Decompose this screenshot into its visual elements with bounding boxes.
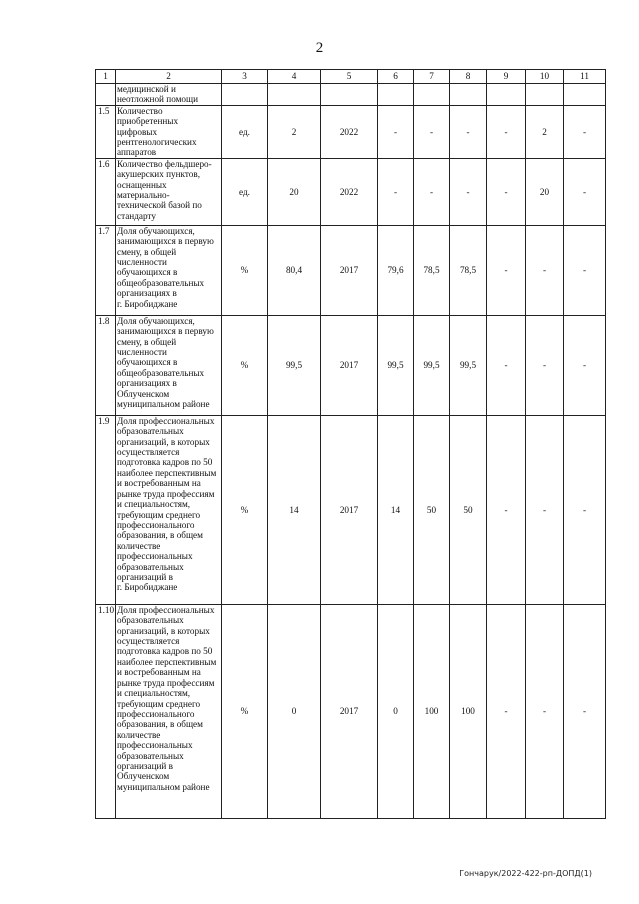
value-cell: - — [487, 158, 526, 225]
value-cell: 99,5 — [414, 315, 450, 415]
value-cell: - — [487, 415, 526, 604]
value-cell: - — [450, 158, 487, 225]
base-year-cell: 2017 — [321, 604, 378, 818]
base-value-cell: 80,4 — [268, 225, 321, 315]
unit-cell: % — [222, 225, 268, 315]
value-cell — [450, 84, 487, 106]
column-header: 10 — [526, 70, 564, 84]
indicator-name: Доля профессиональных образовательных организаций, в которых осуществляется подготовка кадров по 50 наиболее перспективным и востребованным на рынке труда профессиям и специальностям, требующим среднего профессионального образования, в общем количестве профессиональных образовательных организаций в г. Биробиджане — [116, 415, 222, 604]
base-value-cell — [268, 84, 321, 106]
indicator-name: Доля обучающихся, занимающихся в первую смену, в общей численности обучающихся в общеобразовательных организациях в Облученском муниципальном районе — [116, 315, 222, 415]
unit-cell — [222, 84, 268, 106]
value-cell: - — [564, 225, 606, 315]
value-cell: - — [564, 415, 606, 604]
value-cell: 78,5 — [450, 225, 487, 315]
table-row — [96, 84, 606, 106]
indicator-name: Количество фельдшеро- акушерских пунктов, оснащенных материально- технической базой по стандарту — [116, 158, 222, 225]
value-cell: - — [564, 158, 606, 225]
base-year-cell: 2017 — [321, 415, 378, 604]
indicators-table — [95, 69, 606, 819]
value-cell: - — [526, 315, 564, 415]
unit-cell: % — [222, 315, 268, 415]
unit-cell: ед. — [222, 105, 268, 158]
table-row — [96, 105, 606, 158]
base-year-cell — [321, 84, 378, 106]
base-year-cell: 2017 — [321, 315, 378, 415]
value-cell: 50 — [450, 415, 487, 604]
value-cell: - — [564, 315, 606, 415]
value-cell: 2 — [526, 105, 564, 158]
value-cell — [564, 84, 606, 106]
base-year-cell: 2017 — [321, 225, 378, 315]
value-cell: - — [378, 105, 414, 158]
value-cell: 99,5 — [450, 315, 487, 415]
value-cell — [487, 84, 526, 106]
row-number: 1.9 — [96, 415, 116, 604]
indicator-name: медицинской и неотложной помощи — [116, 84, 222, 106]
value-cell: - — [414, 158, 450, 225]
base-value-cell: 14 — [268, 415, 321, 604]
value-cell — [526, 84, 564, 106]
table-row — [96, 315, 606, 415]
value-cell: - — [526, 415, 564, 604]
value-cell — [414, 84, 450, 106]
value-cell: - — [450, 105, 487, 158]
table-header-row — [96, 70, 606, 84]
row-number: 1.5 — [96, 105, 116, 158]
value-cell: 20 — [526, 158, 564, 225]
table-row — [96, 604, 606, 818]
row-number: 1.8 — [96, 315, 116, 415]
value-cell: 0 — [378, 604, 414, 818]
page-number: 2 — [315, 40, 324, 56]
base-year-cell: 2022 — [321, 105, 378, 158]
column-header: 3 — [222, 70, 268, 84]
column-header: 8 — [450, 70, 487, 84]
column-header: 11 — [564, 70, 606, 84]
table-row — [96, 225, 606, 315]
value-cell: - — [378, 158, 414, 225]
value-cell: 99,5 — [378, 315, 414, 415]
value-cell: 50 — [414, 415, 450, 604]
value-cell: 78,5 — [414, 225, 450, 315]
unit-cell: ед. — [222, 158, 268, 225]
value-cell: 100 — [414, 604, 450, 818]
value-cell: 100 — [450, 604, 487, 818]
value-cell: - — [414, 105, 450, 158]
unit-cell: % — [222, 415, 268, 604]
value-cell: 79,6 — [378, 225, 414, 315]
base-value-cell: 99,5 — [268, 315, 321, 415]
column-header: 4 — [268, 70, 321, 84]
value-cell: 14 — [378, 415, 414, 604]
column-header: 5 — [321, 70, 378, 84]
column-header: 9 — [487, 70, 526, 84]
base-value-cell: 20 — [268, 158, 321, 225]
row-number: 1.10 — [96, 604, 116, 818]
value-cell: - — [487, 604, 526, 818]
value-cell: - — [564, 105, 606, 158]
value-cell: - — [487, 225, 526, 315]
unit-cell: % — [222, 604, 268, 818]
document-footer: Гончарук/2022-422-рп-ДОПД(1) — [459, 869, 592, 878]
value-cell: - — [526, 225, 564, 315]
base-year-cell: 2022 — [321, 158, 378, 225]
value-cell: - — [487, 105, 526, 158]
value-cell: - — [487, 315, 526, 415]
column-header: 2 — [116, 70, 222, 84]
value-cell: - — [564, 604, 606, 818]
indicator-name: Доля профессиональных образовательных организаций, в которых осуществляется подготовка кадров по 50 наиболее перспективным и востребованным на рынке труда профессиям и специальностям, требующим среднего профессионального образования, в общем количестве профессиональных образовательных организаций в Облученском муниципальном районе — [116, 604, 222, 818]
column-header: 6 — [378, 70, 414, 84]
row-number: 1.6 — [96, 158, 116, 225]
value-cell: - — [526, 604, 564, 818]
row-number: 1.7 — [96, 225, 116, 315]
value-cell — [378, 84, 414, 106]
column-header: 7 — [414, 70, 450, 84]
table-row — [96, 158, 606, 225]
indicator-name: Доля обучающихся, занимающихся в первую смену, в общей численности обучающихся в общеобразовательных организациях в г. Биробиджане — [116, 225, 222, 315]
column-header: 1 — [96, 70, 116, 84]
row-number — [96, 84, 116, 106]
indicator-name: Количество приобретенных цифровых рентгенологических аппаратов — [116, 105, 222, 158]
base-value-cell: 2 — [268, 105, 321, 158]
base-value-cell: 0 — [268, 604, 321, 818]
table-row — [96, 415, 606, 604]
